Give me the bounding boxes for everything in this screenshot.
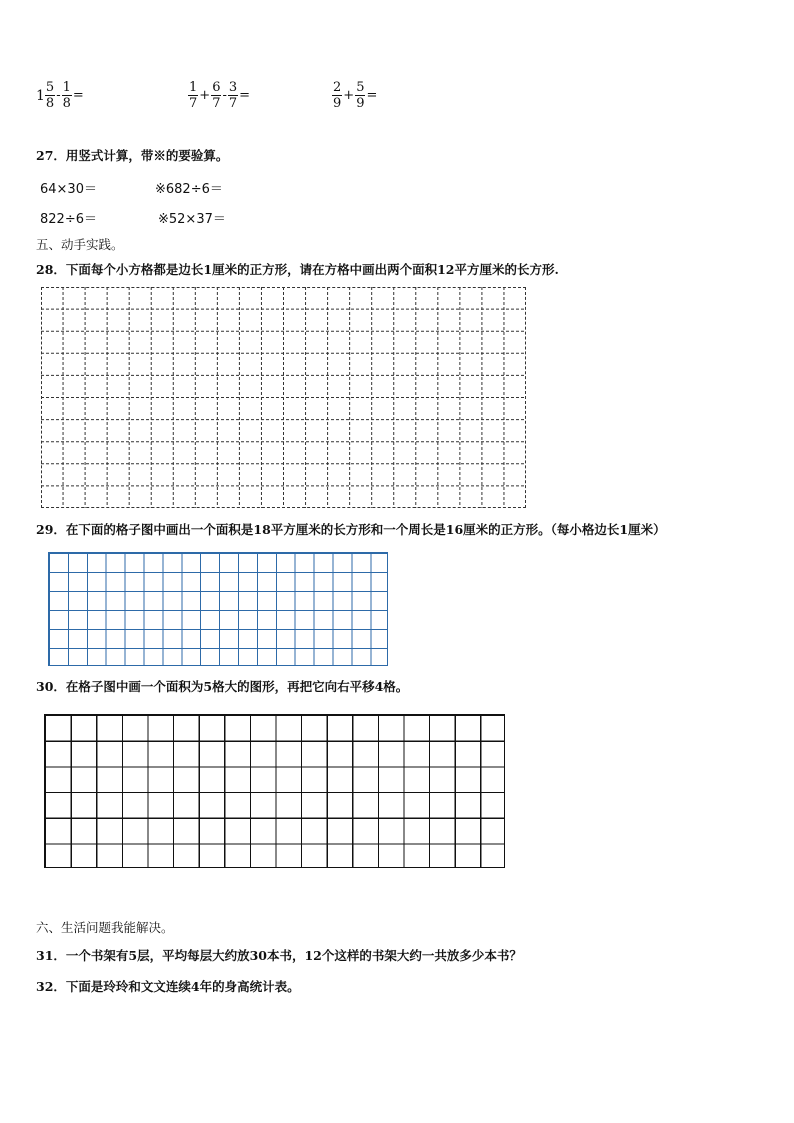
expression-2 bbox=[188, 80, 251, 111]
equals-sign: = bbox=[72, 88, 84, 103]
whole-number: 1 bbox=[36, 87, 45, 104]
question-27-title: 27．用竖式计算，带※的要验算。 bbox=[36, 148, 229, 163]
calc-item: ※52×37＝ bbox=[158, 212, 226, 227]
question-29-title: 29．在下面的格子图中画出一个面积是18平方厘米的长方形和一个周长是16厘米的正方形。（每小格边长1厘米） bbox=[36, 522, 666, 537]
question-30-title: 30．在格子图中画一个面积为5格大的图形，再把它向右平移4格。 bbox=[36, 679, 409, 694]
operator: + bbox=[199, 88, 211, 103]
question-28-title: 28．下面每个小方格都是边长1厘米的正方形，请在方格中画出两个面积12平方厘米的长方形. bbox=[36, 262, 559, 277]
calc-item: 822÷6＝ bbox=[40, 212, 97, 227]
equals-sign: = bbox=[366, 88, 378, 103]
fraction: $\frac{6}{7}$ bbox=[212, 80, 221, 111]
operator: + bbox=[343, 88, 355, 103]
black-square-grid[interactable] bbox=[44, 714, 505, 868]
calc-item: 64×30＝ bbox=[40, 182, 97, 197]
expression-1 bbox=[36, 80, 85, 111]
question-31-title: 31．一个书架有5层，平均每层大约放30本书，12个这样的书架大约一共放多少本书？ bbox=[36, 948, 522, 963]
section-heading: 六、生活问题我能解决。 bbox=[36, 920, 174, 935]
expression-3 bbox=[332, 80, 378, 111]
operator: - bbox=[56, 88, 61, 103]
blue-square-grid[interactable] bbox=[48, 552, 388, 666]
fraction: $\frac{5}{8}$ bbox=[45, 80, 55, 111]
dashed-square-grid[interactable] bbox=[41, 287, 526, 508]
dashed-grid-lines bbox=[41, 287, 526, 508]
fraction: $\frac{1}{8}$ bbox=[62, 80, 71, 111]
equals-sign: = bbox=[239, 88, 251, 103]
question-32-title: 32．下面是玲玲和文文连续4年的身高统计表。 bbox=[36, 979, 300, 994]
section-heading: 五、动手实践。 bbox=[36, 237, 124, 252]
fraction: $\frac{1}{7}$ bbox=[189, 80, 198, 111]
operator: - bbox=[222, 88, 227, 103]
fraction: $\frac{3}{7}$ bbox=[228, 80, 238, 111]
fraction: $\frac{2}{9}$ bbox=[333, 80, 342, 111]
calc-item: ※682÷6＝ bbox=[155, 182, 223, 197]
fraction: $\frac{5}{9}$ bbox=[356, 80, 365, 111]
